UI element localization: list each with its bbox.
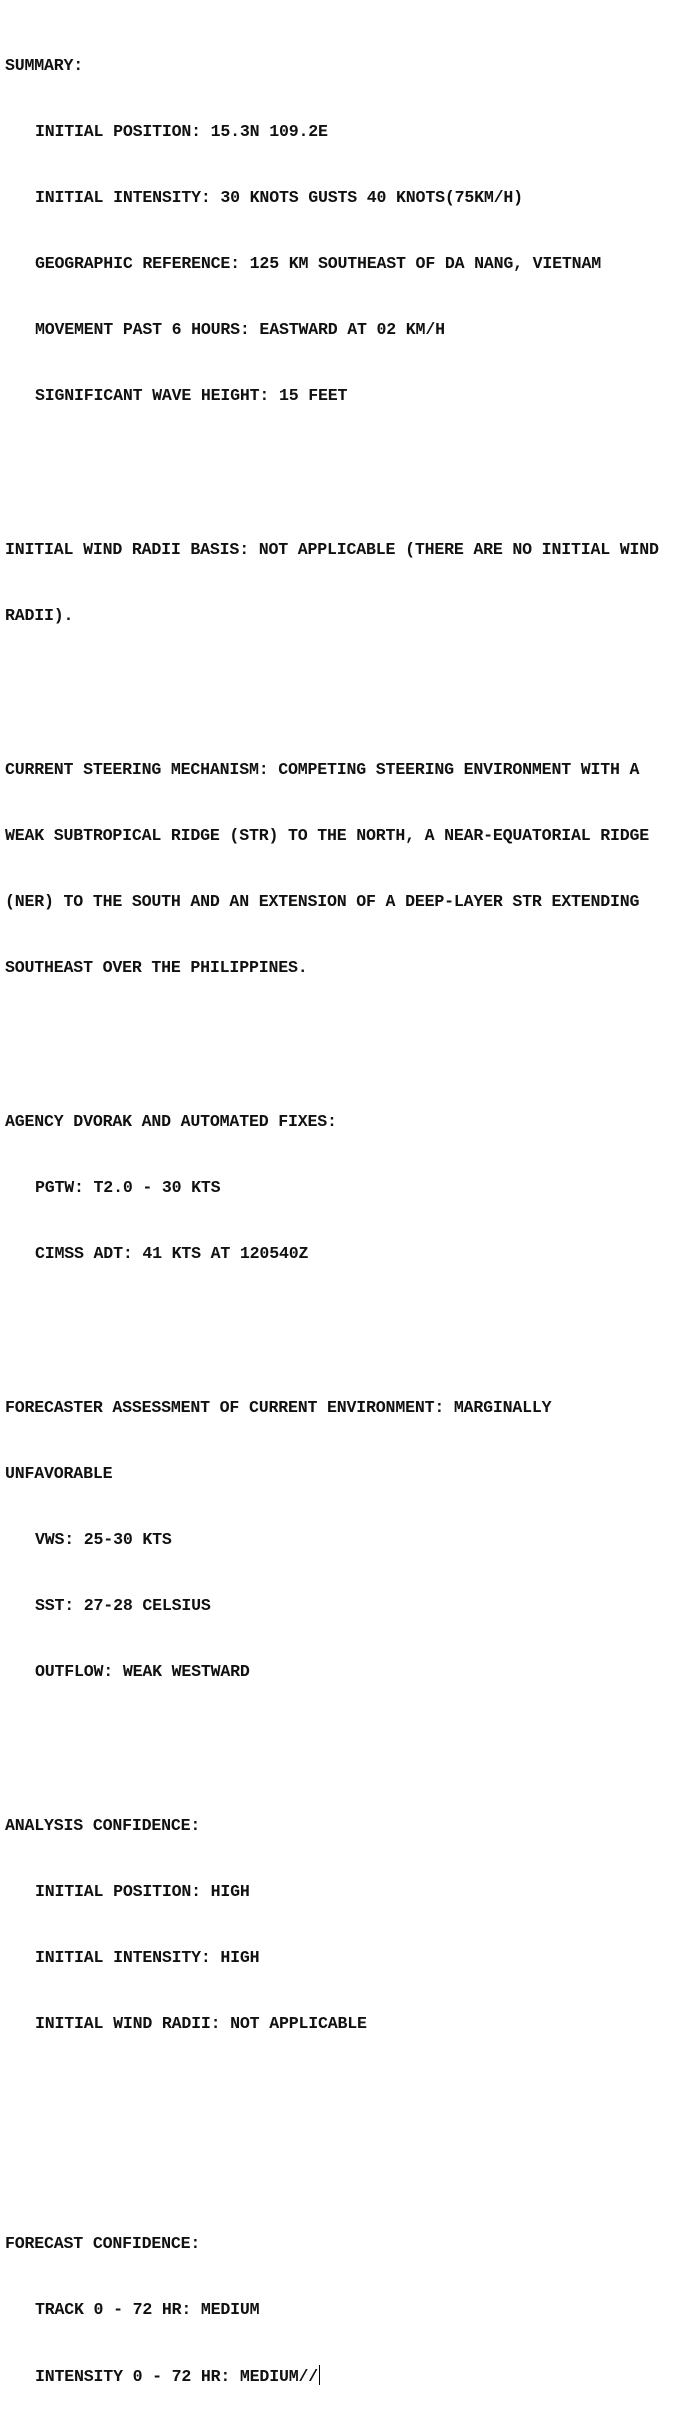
environment-outflow: OUTFLOW: WEAK WESTWARD	[35, 1662, 250, 1681]
environment-vws: VWS: 25-30 KTS	[35, 1530, 172, 1549]
spacer	[5, 671, 659, 693]
steering-line-3: (NER) TO THE SOUTH AND AN EXTENSION OF A DEEP-LAYER STR EXTENDING	[5, 892, 640, 911]
spacer	[5, 1309, 659, 1331]
spacer	[5, 451, 659, 473]
analysis-confidence-heading: ANALYSIS CONFIDENCE:	[5, 1816, 201, 1835]
summary-initial-position: INITIAL POSITION: 15.3N 109.2E	[35, 122, 328, 141]
steering-line-2: WEAK SUBTROPICAL RIDGE (STR) TO THE NORTH, A NEAR-EQUATORIAL RIDGE	[5, 826, 650, 845]
forecast-confidence-heading: FORECAST CONFIDENCE:	[5, 2234, 201, 2253]
spacer	[5, 1727, 659, 1749]
analysis-initial-intensity: INITIAL INTENSITY: HIGH	[35, 1948, 260, 1967]
environment-sst: SST: 27-28 CELSIUS	[35, 1596, 211, 1615]
spacer	[5, 2079, 659, 2101]
forecast-track: TRACK 0 - 72 HR: MEDIUM	[35, 2300, 260, 2319]
analysis-initial-wind-radii: INITIAL WIND RADII: NOT APPLICABLE	[35, 2014, 367, 2033]
summary-initial-intensity: INITIAL INTENSITY: 30 KNOTS GUSTS 40 KNOTS(75KM/H)	[35, 188, 523, 207]
wind-radii-basis-line-2: RADII).	[5, 606, 74, 625]
summary-wave-height: SIGNIFICANT WAVE HEIGHT: 15 FEET	[35, 386, 348, 405]
bulletin-text[interactable]	[5, 11, 659, 2409]
wind-radii-basis-line-1: INITIAL WIND RADII BASIS: NOT APPLICABLE (THERE ARE NO INITIAL WIND	[5, 540, 659, 559]
steering-line-4: SOUTHEAST OVER THE PHILIPPINES.	[5, 958, 308, 977]
forecast-intensity: INTENSITY 0 - 72 HR: MEDIUM//	[35, 2367, 318, 2386]
spacer	[5, 2145, 659, 2167]
forecast-intensity-line	[5, 2365, 659, 2387]
spacer	[5, 1023, 659, 1045]
environment-heading-line-2: UNFAVORABLE	[5, 1464, 113, 1483]
summary-heading: SUMMARY:	[5, 56, 84, 75]
dvorak-heading: AGENCY DVORAK AND AUTOMATED FIXES:	[5, 1112, 337, 1131]
environment-heading-line-1: FORECASTER ASSESSMENT OF CURRENT ENVIRONMENT: MARGINALLY	[5, 1398, 552, 1417]
steering-line-1: CURRENT STEERING MECHANISM: COMPETING STEERING ENVIRONMENT WITH A	[5, 760, 640, 779]
summary-movement: MOVEMENT PAST 6 HOURS: EASTWARD AT 02 KM/H	[35, 320, 445, 339]
dvorak-pgtw: PGTW: T2.0 - 30 KTS	[35, 1178, 221, 1197]
summary-geographic-reference: GEOGRAPHIC REFERENCE: 125 KM SOUTHEAST OF DA NANG, VIETNAM	[35, 254, 601, 273]
text-cursor-icon	[319, 2365, 320, 2385]
dvorak-cimss-adt: CIMSS ADT: 41 KTS AT 120540Z	[35, 1244, 309, 1263]
analysis-initial-position: INITIAL POSITION: HIGH	[35, 1882, 250, 1901]
